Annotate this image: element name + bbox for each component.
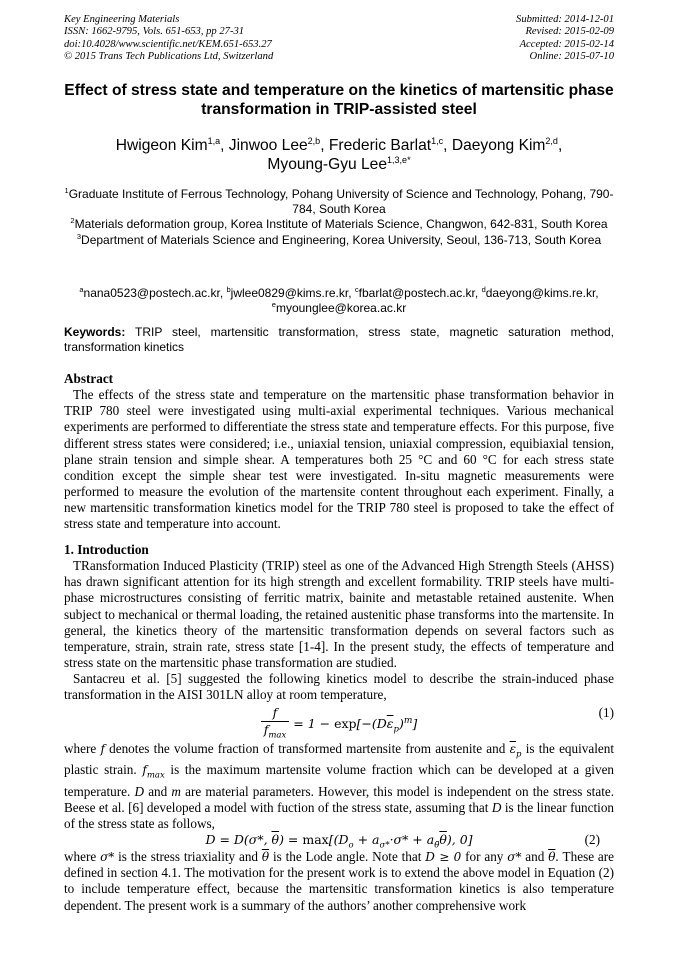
author: Frederic Barlat$^{1,c}$, bbox=[328, 136, 452, 154]
affiliation-list bbox=[64, 187, 614, 248]
date-submitted: Submitted: 2014-12-01 bbox=[516, 14, 614, 25]
affiliation: $^2$Materials deformation group, Korea Institute of Materials Science, Changwon, 642-831, South Korea bbox=[70, 216, 608, 232]
equation-1: $\frac{f}{f_{max}}$ = $1 - \exp[-(D\overline{\varepsilon}_p)^m]$ (1) bbox=[64, 705, 614, 741]
section-heading-introduction: 1. Introduction bbox=[64, 542, 149, 557]
equation-number: (1) bbox=[598, 704, 614, 720]
equation-number: (2) bbox=[584, 832, 600, 848]
publication-dates bbox=[516, 14, 614, 64]
author: Jinwoo Lee$^{2,b}$, bbox=[228, 136, 329, 154]
intro-paragraph: TRansformation Induced Plasticity (TRIP) steel as one of the Advanced High Strength Steels (AHSS) has drawn significant attention for its high strength and excellent formability. TRIP steels have multi-phase microstructures consisting of ferritic matrix, bainite and metastable retained austenite. When subject to mechanical or thermal loading, the retained austenitic phase transforms into the martensite. In general, the kinetics theory of the martensitic transformation depends on several factors such as temperature, strain, strain rate, stress state [1-4]. In the present study, the effects of temperature and stress state on the martensitic phase transformation are studied. bbox=[64, 558, 614, 671]
journal-info bbox=[64, 14, 273, 64]
date-accepted: Accepted: 2015-02-14 bbox=[519, 38, 614, 50]
introduction-section bbox=[64, 542, 614, 914]
journal-issn: ISSN: 1662-9795, Vols. 651-653, pp 27-31 bbox=[64, 26, 245, 38]
email[interactable]: $^a$nana0523@postech.ac.kr bbox=[79, 285, 220, 300]
affiliation: $^3$Department of Materials Science and Engineering, Korea University, Seoul, 136-713, South Korea bbox=[76, 231, 602, 247]
keywords-label: Keywords: bbox=[64, 325, 126, 339]
abstract-text: The effects of the stress state and temperature on the martensitic phase transformation behavior in TRIP 780 steel were investigated using multi-axial experimental techniques. Various mechanical experiments are performed to differentiate the stress state and temperature effects. For this purpose, five different stress states were considered; i.e., uniaxial tension, uniaxial compression, equibiaxial tension, plane strain tension and simple shear. A temperatures both 25 °C and 60 °C for each stress state condition except the simple shear test were investigated. In-situ magnetic measurements were performed to measure the evolution of the martensite content throughout each experiment. Finally, a new martensitic transformation kinetics model for the TRIP 780 steel is proposed to take the effect of stress state and temperature into account. bbox=[64, 387, 614, 532]
keywords bbox=[64, 325, 614, 355]
author: Daeyong Kim$^{2,d}$, bbox=[451, 136, 563, 154]
intro-paragraph: Santacreu et al. [5] suggested the following kinetics model to describe the strain-induced phase transformation in the AISI 301LN alloy at room temperature, bbox=[64, 671, 614, 703]
corresponding-author-mark: * bbox=[407, 155, 411, 165]
email-list: $^a$nana0523@postech.ac.kr, $^b$jwlee0829@kims.re.kr, $^c$fbarlat@postech.ac.kr, $^d$daeyong@kims.re.kr, $^e$myounglee@korea.ac.kr bbox=[79, 285, 599, 315]
eq1-fraction: $\frac{f}{f_{max}}$ bbox=[261, 705, 290, 744]
paper-title: Effect of stress state and temperature on the kinetics of martensitic phase transformation in TRIP-assisted steel bbox=[64, 82, 614, 118]
journal-copyright: © 2015 Trans Tech Publications Ltd, Switzerland bbox=[64, 51, 274, 63]
email[interactable]: $^e$myounglee@korea.ac.kr bbox=[271, 300, 407, 315]
email[interactable]: $^b$jwlee0829@kims.re.kr bbox=[226, 285, 349, 300]
abstract-heading: Abstract bbox=[64, 371, 114, 386]
equation-2: D = D(σ*, $\overline{\theta}) = \max[(D_o + a_{\sigma*}\cdot\sigma* + a_{\thetā}\overline{\theta})$, 0] (2) bbox=[205, 832, 600, 851]
author: Myoung-Gyu Lee$^{1,3,e*}$ bbox=[267, 155, 411, 173]
date-revised: Revised: 2015-02-09 bbox=[525, 26, 614, 38]
author-list bbox=[64, 136, 614, 174]
intro-paragraph: where f denotes the volume fraction of transformed martensite from austenite and $\overline{\varepsilon}_p$ is the equivalent plastic strain. $f_{max}$ is the maximum martensite volume fraction which can be developed at a given temperature. D and m are material parameters. However, this model is independent on the stress state. Beese et al. [6] developed a model with fuction of the stress state, assuming that D is the linear function of the stress state as follows, bbox=[64, 740, 615, 831]
email[interactable]: $^d$daeyong@kims.re.kr bbox=[481, 285, 596, 300]
email[interactable]: $^c$fbarlat@postech.ac.kr bbox=[354, 285, 475, 300]
affiliation: $^1$Graduate Institute of Ferrous Technology, Pohang University of Science and Technology, Pohang, 790-784, South Korea bbox=[64, 186, 614, 217]
abstract-section bbox=[64, 371, 614, 533]
journal-doi: doi:10.4028/www.scientific.net/KEM.651-653.27 bbox=[64, 38, 272, 50]
journal-name: Key Engineering Materials bbox=[64, 14, 180, 25]
date-online: Online: 2015-07-10 bbox=[529, 51, 614, 63]
keywords-text: TRIP steel, martensitic transformation, stress state, magnetic saturation method, transformation kinetics bbox=[64, 325, 614, 355]
author: Hwigeon Kim$^{1,a}$, bbox=[115, 136, 229, 154]
intro-paragraph: where σ* is the stress triaxiality and $\overline{\theta}$ is the Lode angle. Note that D ≥ 0 for any σ* and $\overline{\theta}$. These are defined in section 4.1. The motivation for the present work is to extend the above model in Equation (2) to include temperature effect, because the martensitic transformation kinetics is also temperature dependent. The present work is a summary of the authors’ another comprehensive work bbox=[64, 849, 614, 913]
